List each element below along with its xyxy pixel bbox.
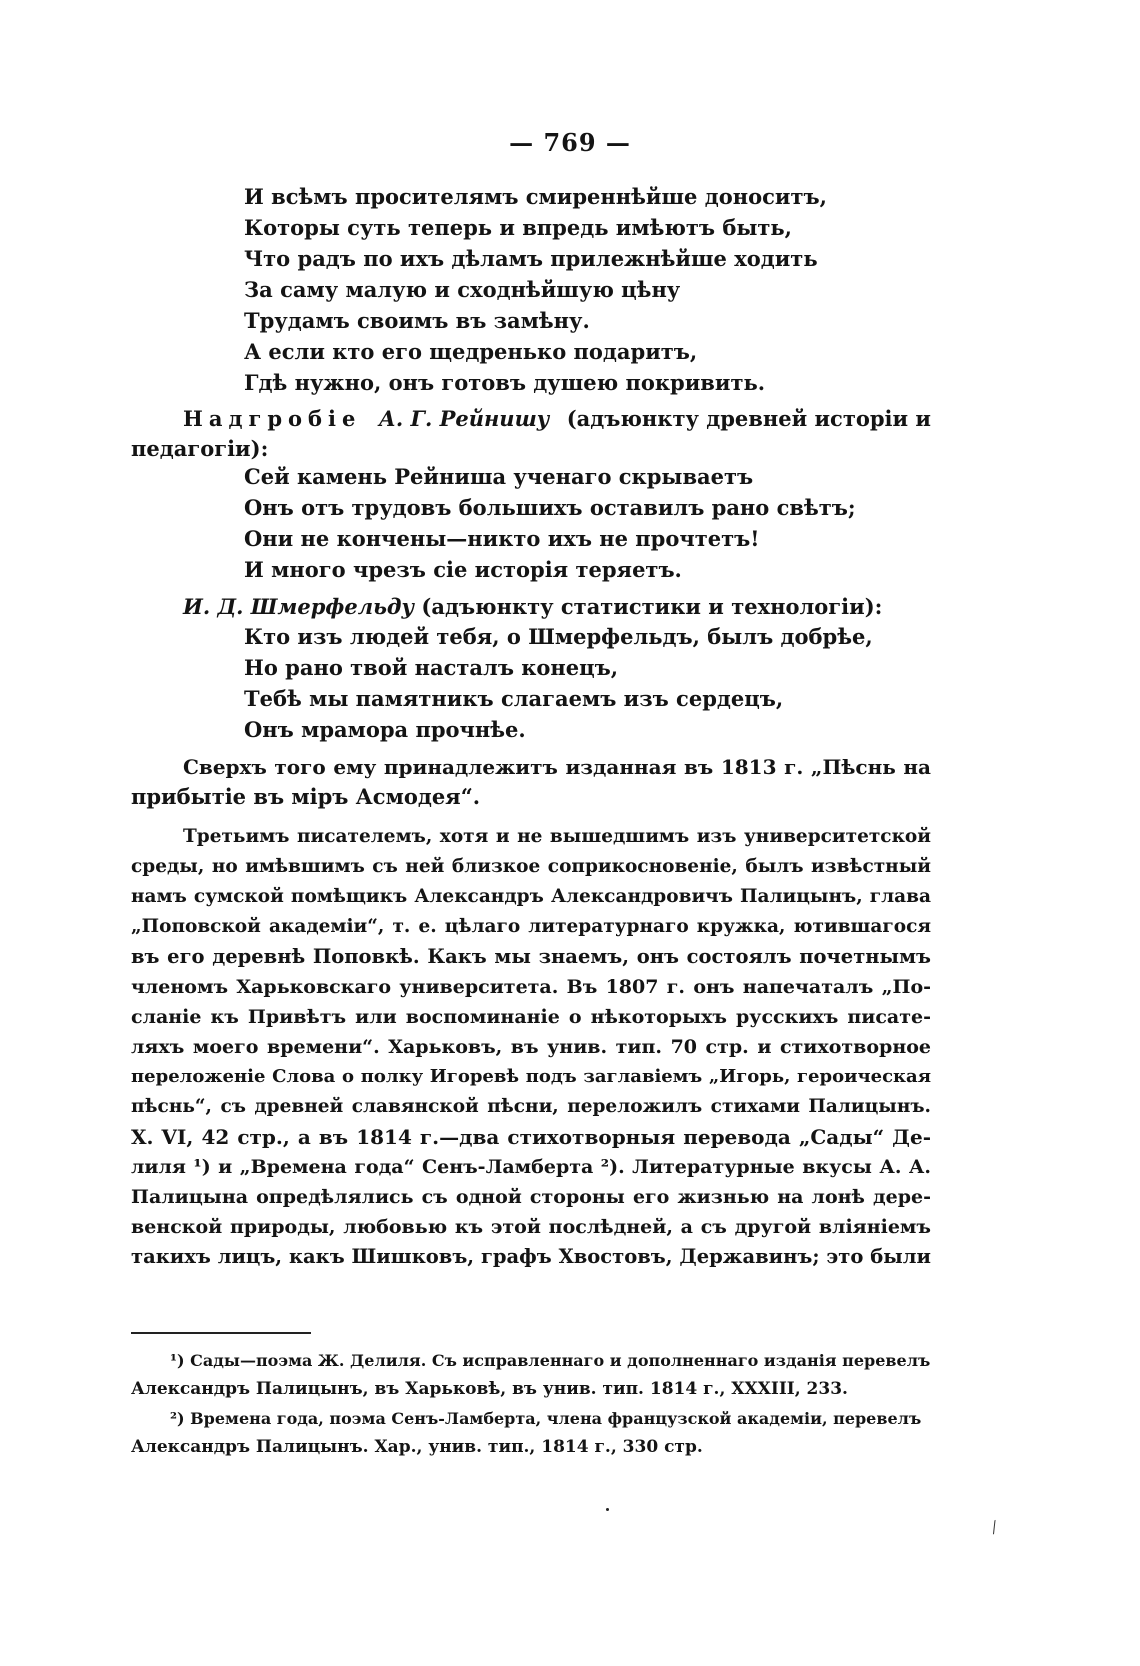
epitaph-heading-1	[183, 404, 931, 434]
paragraph-line: среды, но имѣвшимъ съ ней близкое соприкосновеніе, былъ извѣстный	[131, 856, 931, 877]
paragraph-line: Палицына опредѣлялись съ одной стороны его жизнью на лонѣ дере-	[131, 1186, 931, 1208]
epitaph-label: Надгробіе	[183, 406, 362, 431]
verse-line: Но рано твой насталъ конецъ,	[244, 655, 619, 680]
verse-line: И много чрезъ сіе исторія теряетъ.	[244, 557, 682, 582]
verse-line: Трудамъ своимъ въ замѣну.	[244, 308, 590, 333]
paragraph-line: переложеніе Слова о полку Игоревѣ подъ заглавіемъ „Игорь, героическая	[131, 1066, 931, 1087]
epitaph-name: А. Г. Рейнишу	[378, 406, 550, 431]
footnote-2: ²) Времена года, поэма Сенъ-Ламберта, члена французской академіи, перевелъ	[170, 1409, 922, 1428]
paragraph-line: сланіе къ Привѣтъ или воспоминаніе о нѣкоторыхъ русскихъ писате-	[131, 1006, 931, 1028]
verse-line: А если кто его щедренько подаритъ,	[244, 339, 698, 364]
verse-line: Гдѣ нужно, онъ готовъ душею покривить.	[244, 370, 766, 395]
verse-line: Кто изъ людей тебя, о Шмерфельдъ, былъ добрѣе,	[244, 624, 873, 649]
paragraph-line: членомъ Харьковскаго университета. Въ 1807 г. онъ напечаталъ „По-	[131, 976, 931, 998]
paragraph-line: ляхъ моего времени“. Харьковъ, въ унив. тип. 70 стр. и стихотворное	[131, 1036, 931, 1058]
verse-line: И всѣмъ просителямъ смиреннѣйше доноситъ,	[244, 184, 827, 209]
paragraph-line: X. VI, 42 стр., а въ 1814 г.—два стихотворныя перевода „Сады“ Де-	[131, 1125, 931, 1149]
verse-line: Они не кончены—никто ихъ не прочтетъ!	[244, 526, 760, 551]
verse-line: За саму малую и сходнѣйшую цѣну	[244, 277, 681, 302]
ink-speck	[606, 1508, 609, 1511]
verse-line: Что радъ по ихъ дѣламъ прилежнѣйше ходить	[244, 246, 818, 271]
paragraph-line: Сверхъ того ему принадлежитъ изданная въ 1813 г. „Пѣснь на	[183, 755, 931, 779]
footnote-2-cont: Александръ Палицынъ. Хар., унив. тип., 1814 г., 330 стр.	[131, 1437, 703, 1457]
verse-line: Онъ мрамора прочнѣе.	[244, 717, 526, 742]
page-number: — 769 —	[509, 128, 631, 157]
paragraph-line: венской природы, любовью къ этой послѣдней, а съ другой вліяніемъ	[131, 1216, 931, 1238]
verse-line: Тебѣ мы памятникъ слагаемъ изъ сердецъ,	[244, 686, 784, 711]
epitaph-heading-1-cont: педагогіи):	[131, 436, 269, 461]
verse-line: Которы суть теперь и впредь имѣютъ быть,	[244, 215, 792, 240]
epitaph-heading-2	[183, 592, 882, 622]
paragraph-line: пѣснь“, съ древней славянской пѣсни, переложилъ стихами Палицынъ.	[131, 1096, 931, 1117]
epitaph-description: (адъюнкту древней исторіи и	[566, 406, 931, 431]
footnote-divider	[131, 1332, 311, 1334]
paragraph-line: намъ сумской помѣщикъ Александръ Александровичъ Палицынъ, глава	[131, 886, 931, 907]
footnote-1-cont: Александръ Палицынъ, въ Харьковѣ, въ унив. тип. 1814 г., XXXIII, 233.	[131, 1379, 848, 1399]
footnote-1: ¹) Сады—поэма Ж. Делиля. Съ исправленнаго и дополненнаго изданія перевелъ	[170, 1351, 931, 1370]
epitaph-description: (адъюнкту статистики и технологіи):	[421, 594, 883, 619]
verse-line: Онъ отъ трудовъ большихъ оставилъ рано свѣтъ;	[244, 495, 856, 520]
pencil-mark: ⁄	[989, 1518, 1000, 1537]
paragraph-line: Третьимъ писателемъ, хотя и не вышедшимъ изъ университетской	[183, 826, 931, 847]
paragraph-line: прибытіе въ міръ Асмодея“.	[131, 784, 481, 809]
paragraph-line: такихъ лицъ, какъ Шишковъ, графъ Хвостовъ, Державинъ; это были	[131, 1245, 931, 1268]
paragraph-line: въ его деревнѣ Поповкѣ. Какъ мы знаемъ, онъ состоялъ почетнымъ	[131, 945, 931, 968]
paragraph-line: лиля ¹) и „Времена года“ Сенъ-Ламберта ²). Литературные вкусы А. А.	[131, 1156, 931, 1178]
paragraph-line: „Поповской академіи“, т. е. цѣлаго литературнаго кружка, ютившагося	[131, 916, 931, 937]
verse-line: Сей камень Рейниша ученаго скрываетъ	[244, 464, 754, 489]
epitaph-name: И. Д. Шмерфельду	[183, 594, 415, 619]
